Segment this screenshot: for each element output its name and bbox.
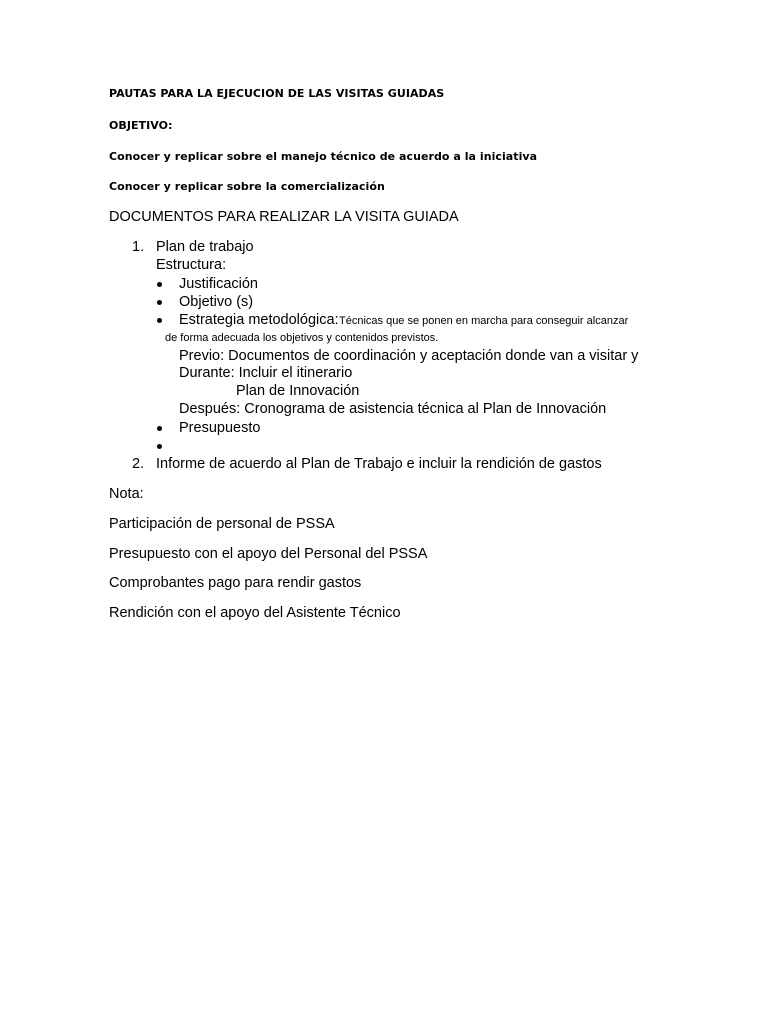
list-item-2-number: 2. bbox=[132, 456, 145, 472]
list-item-2-label: Informe de acuerdo al Plan de Trabajo e incluir la rendición de gastos bbox=[156, 456, 602, 472]
estructura-label: Estructura: bbox=[156, 257, 227, 273]
nota-label: Nota: bbox=[109, 486, 144, 502]
bullet-objetivos: Objetivo (s) bbox=[179, 294, 254, 310]
bullet-justificacion: Justificación bbox=[179, 276, 258, 292]
durante-text: Durante: Incluir el itinerario bbox=[179, 365, 353, 381]
objetivo-line-1: Conocer y replicar sobre el manejo técnico de acuerdo a la iniciativa bbox=[109, 150, 538, 163]
note-item: Comprobantes pago para rendir gastos bbox=[109, 575, 362, 591]
bullet-icon bbox=[157, 426, 162, 431]
bullet-presupuesto: Presupuesto bbox=[179, 420, 261, 436]
document-title: PAUTAS PARA LA EJECUCION DE LAS VISITAS GUIADAS bbox=[109, 87, 445, 100]
bullet-estrategia-label: Estrategia metodológica: bbox=[179, 312, 339, 328]
estrategia-description-line-2: de forma adecuada los objetivos y contenidos previstos. bbox=[165, 332, 439, 344]
estrategia-description-line-1: Técnicas que se ponen en marcha para conseguir alcanzar bbox=[339, 315, 629, 327]
bullet-icon bbox=[157, 300, 162, 305]
objetivo-line-2: Conocer y replicar sobre la comercialización bbox=[109, 180, 385, 193]
plan-innovacion-text: Plan de Innovación bbox=[236, 383, 360, 399]
list-item-1-label: Plan de trabajo bbox=[156, 239, 254, 255]
note-item: Participación de personal de PSSA bbox=[109, 516, 335, 532]
despues-text: Después: Cronograma de asistencia técnica al Plan de Innovación bbox=[179, 401, 607, 417]
bullet-icon bbox=[157, 318, 162, 323]
previo-text: Previo: Documentos de coordinación y aceptación donde van a visitar y bbox=[179, 348, 639, 364]
bullet-icon bbox=[157, 444, 162, 449]
list-item-1-number: 1. bbox=[132, 239, 145, 255]
documentos-heading: DOCUMENTOS PARA REALIZAR LA VISITA GUIADA bbox=[109, 209, 459, 225]
objetivo-label: OBJETIVO: bbox=[109, 119, 173, 132]
note-item: Rendición con el apoyo del Asistente Técnico bbox=[109, 605, 401, 621]
note-item: Presupuesto con el apoyo del Personal del PSSA bbox=[109, 546, 428, 562]
bullet-icon bbox=[157, 282, 162, 287]
